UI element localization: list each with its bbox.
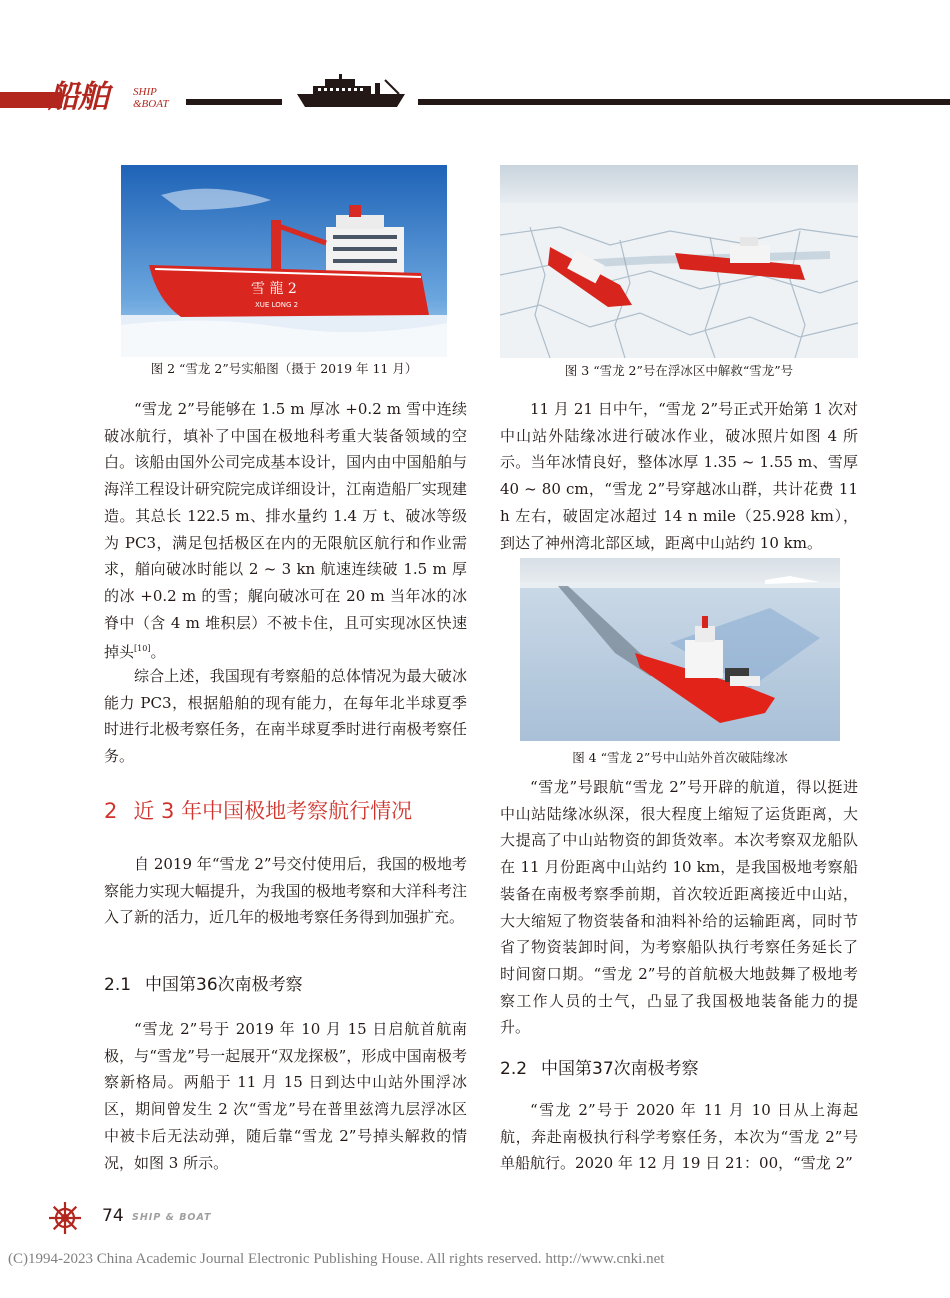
section-2-number: 2	[104, 799, 118, 823]
header-rule-left	[186, 99, 282, 105]
section-2-2-number: 2.2	[500, 1059, 528, 1079]
reference-10: [10]	[134, 644, 151, 654]
section-2-1-number: 2.1	[104, 975, 132, 995]
hull-name-en: XUE LONG 2	[255, 301, 299, 309]
left-paragraph-1-end: 。	[150, 643, 166, 662]
header-rule-right	[418, 99, 950, 105]
right-paragraph-3: “雪龙 2”号于 2020 年 11 月 10 日从上海起航，奔赴南极执行科学考察任务，本次为“雪龙 2”号单船航行。2020 年 12 月 19 日 21：00，“雪龙 2”	[500, 1101, 858, 1173]
left-paragraph-2: 综合上述，我国现有考察船的总体情况为最大破冰能力 PC3，根据船舶的现有能力，在每年北半球夏季时进行北极考察任务，在南半球夏季时进行南极考察任务。	[104, 667, 467, 766]
right-paragraph-1: 11 月 21 日中午，“雪龙 2”号正式开始第 1 次对中山站外陆缘冰进行破冰作业，破冰照片如图 4 所示。当年冰情良好，整体冰厚 1.35 ~ 1.55 m、雪厚 40 ~ 80 cm，“雪龙 2”号穿越冰山群，共计花费 11 h 左右，破固定冰超过 14 n mile（25.928 km），到达了神州湾北部区域，距离中山站约 10 km。	[500, 400, 858, 552]
figure-2-caption: 图 2 “雪龙 2”号实船图（摄于 2019 年 11 月）	[150, 361, 418, 376]
journal-logo-en-line1: SHIP	[133, 86, 157, 98]
section-2-title: 近 3 年中国极地考察航行情况	[133, 799, 413, 823]
right-paragraph-2: “雪龙”号跟航“雪龙 2”号开辟的航道，得以挺进中山站陆缘冰纵深，很大程度上缩短了运货距离，大大提高了中山站物资的卸货效率。本次考察双龙船队在 11 月份距离中山站约 10 km，是我国极地考察船装备在南极考察季前期，首次较近距离接近中山站，大大缩短了物资装备和油料补给的运输距离，同时节省了物资装卸时间，为考察船队执行考察任务延长了时间窗口期。“雪龙 2”号的首航极大地鼓舞了极地考察工作人员的士气，凸显了我国极地装备能力的提升。	[500, 778, 858, 1037]
figure-4-caption: 图 4 “雪龙 2”号中山站外首次破陆缘冰	[572, 750, 788, 765]
left-paragraph-1	[104, 396, 467, 666]
section-2-2-title: 中国第37次南极考察	[541, 1059, 699, 1079]
figure-3-photo	[500, 165, 858, 358]
ship-wheel-icon	[48, 1201, 82, 1235]
journal-logo: 船舶	[48, 79, 108, 115]
figure-2-photo	[121, 165, 447, 357]
copyright-notice: (C)1994-2023 China Academic Journal Electronic Publishing House. All rights reserved. http://www.cnki.net	[8, 1251, 665, 1267]
section-2-2-heading	[500, 1057, 699, 1081]
left-paragraph-1-text: “雪龙 2”号能够在 1.5 m 厚冰 +0.2 m 雪中连续破冰航行，填补了中国在极地科考重大装备领域的空白。该船由国外公司完成基本设计，国内由中国船舶与海洋工程设计研究院完成详细设计，江南造船厂实现建造。其总长 122.5 m、排水量约 1.4 万 t、破冰等级为 PC3，满足包括极区在内的无限航区航行和作业需求，艏向破冰时能以 2 ~ 3 kn 航速连续破 1.5 m 厚的冰 +0.2 m 的雪；艉向破冰可在 20 m 当年冰的冰脊中（含 4 m 堆积层）不被卡住，且可实现冰区快速掉头	[104, 400, 467, 662]
figure-4-photo	[520, 558, 840, 741]
left-paragraph-3: 自 2019 年“雪龙 2”号交付使用后，我国的极地考察能力实现大幅提升，为我国的极地考察和大洋科考注入了新的活力，近几年的极地考察任务得到加强扩充。	[104, 855, 467, 927]
figure-3-caption: 图 3 “雪龙 2”号在浮冰区中解救“雪龙”号	[564, 363, 794, 378]
ship-emblem-icon	[295, 74, 409, 110]
footer-brand: SHIP & BOAT	[132, 1212, 212, 1223]
journal-logo-en	[133, 86, 185, 110]
page-number: 74	[102, 1206, 124, 1226]
section-2-1-heading	[104, 973, 303, 997]
section-2-heading	[104, 797, 412, 825]
left-paragraph-4: “雪龙 2”号于 2019 年 10 月 15 日启航首航南极，与“雪龙”号一起展开“双龙探极”，形成中国南极考察新格局。两船于 11 月 15 日到达中山站外围浮冰区，期间曾发生 2 次“雪龙”号在普里兹湾九层浮冰区中被卡后无法动弹，随后靠“雪龙 2”号掉头解救的情况，如图 3 所示。	[104, 1020, 467, 1172]
journal-logo-en-line2: &BOAT	[133, 98, 169, 110]
hull-name-cn: 雪 龍 2	[251, 281, 297, 297]
section-2-1-title: 中国第36次南极考察	[145, 975, 303, 995]
